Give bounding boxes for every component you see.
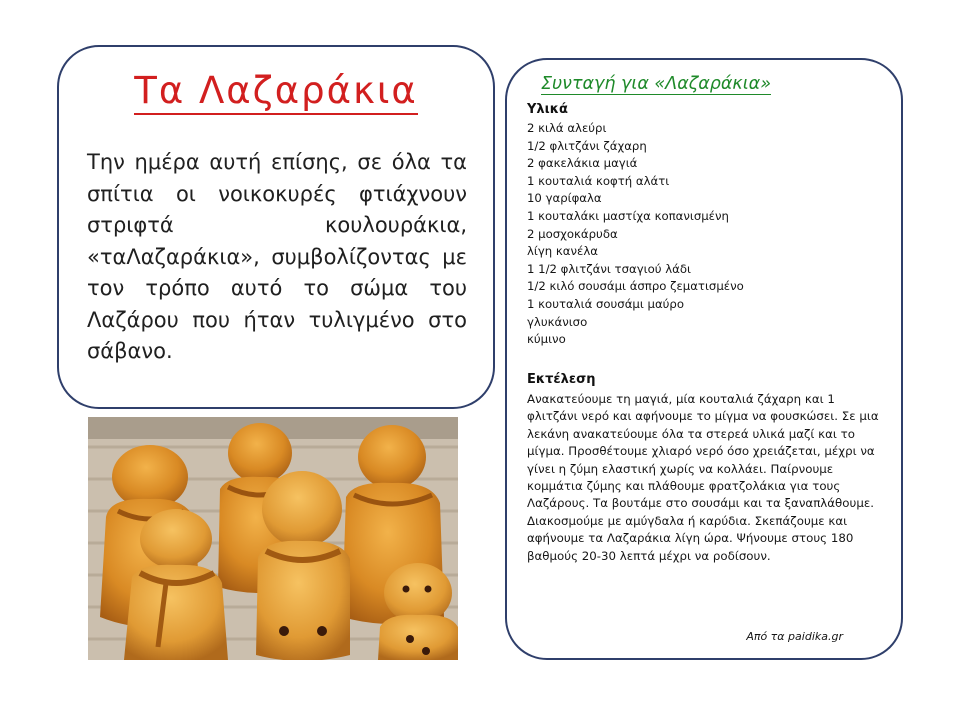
ingredients-heading: Υλικά xyxy=(527,102,568,117)
ingredient-item: 1 κουταλιά κοφτή αλάτι xyxy=(527,173,670,188)
recipe-title: Συνταγή για «Λαζαράκια» xyxy=(541,74,771,94)
ingredient-item: λίγη κανέλα xyxy=(527,244,598,259)
ingredient-item: κύμινο xyxy=(527,332,566,347)
ingredient-item: 2 κιλά αλεύρι xyxy=(527,121,607,135)
lazarakia-photo xyxy=(88,417,458,660)
intro-card xyxy=(57,45,495,409)
ingredient-item: 10 γαρίφαλα xyxy=(527,191,602,206)
intro-paragraph: Την ημέρα αυτή επίσης, σε όλα τα σπίτια οι νοικοκυρές φτιάχνουν στριφτά κουλουράκια, «ταΛαζαράκια», συμβολίζοντας με τον τρόπο αυτό το σώμα του Λαζάρου που ήταν τυλιγμένο στο σάβανο. xyxy=(87,150,467,363)
method-heading: Εκτέλεση xyxy=(527,372,596,387)
ingredients-list xyxy=(527,120,744,349)
source-credit: Από τα paidika.gr xyxy=(746,630,843,643)
ingredient-item: 1 κουταλάκι μαστίχα κοπανισμένη xyxy=(527,208,729,223)
recipe-card xyxy=(505,58,903,660)
ingredient-item: 1/2 φλιτζάνι ζάχαρη xyxy=(527,138,647,153)
ingredient-item: 2 μοσχοκάρυδα xyxy=(527,226,618,241)
method-text: Ανακατεύουμε τη μαγιά, μία κουταλιά ζάχαρη και 1 φλιτζάνι νερό και αφήνουμε το μίγμα να φουσκώσει. Σε μια λεκάνη ανακατεύουμε όλα τα στερεά υλικά μαζί και το μίγμα. Προσθέτουμε χλιαρό νερό όσο χρειάζεται, μέχρι να γίνει η ζύμη ελαστική χωρίς να κολλάει. Παίρνουμε κομμάτια ζύμης και πλάθουμε φρατζολάκια για τους Λαζάρους. Τα βουτάμε στο σουσάμι και τα ξαναπλάθουμε. Διακοσμούμε με αμύγδαλα ή καρύδια. Σκεπάζουμε και αφήνουμε τα Λαζαράκια λίγη ώρα. Ψήνουμε στους 180 βαθμούς 20-30 λεπτά μέχρι να ροδίσουν. xyxy=(527,392,879,563)
ingredient-item: 2 φακελάκια μαγιά xyxy=(527,156,638,171)
ingredient-item: 1 κουταλιά σουσάμι μαύρο xyxy=(527,296,684,311)
ingredient-item: γλυκάνισο xyxy=(527,314,588,329)
ingredient-item: 1/2 κιλό σουσάμι άσπρο ζεματισμένο xyxy=(527,279,744,294)
page-title: Τα Λαζαράκια xyxy=(59,69,493,112)
ingredient-item: 1 1/2 φλιτζάνι τσαγιού λάδι xyxy=(527,261,691,276)
